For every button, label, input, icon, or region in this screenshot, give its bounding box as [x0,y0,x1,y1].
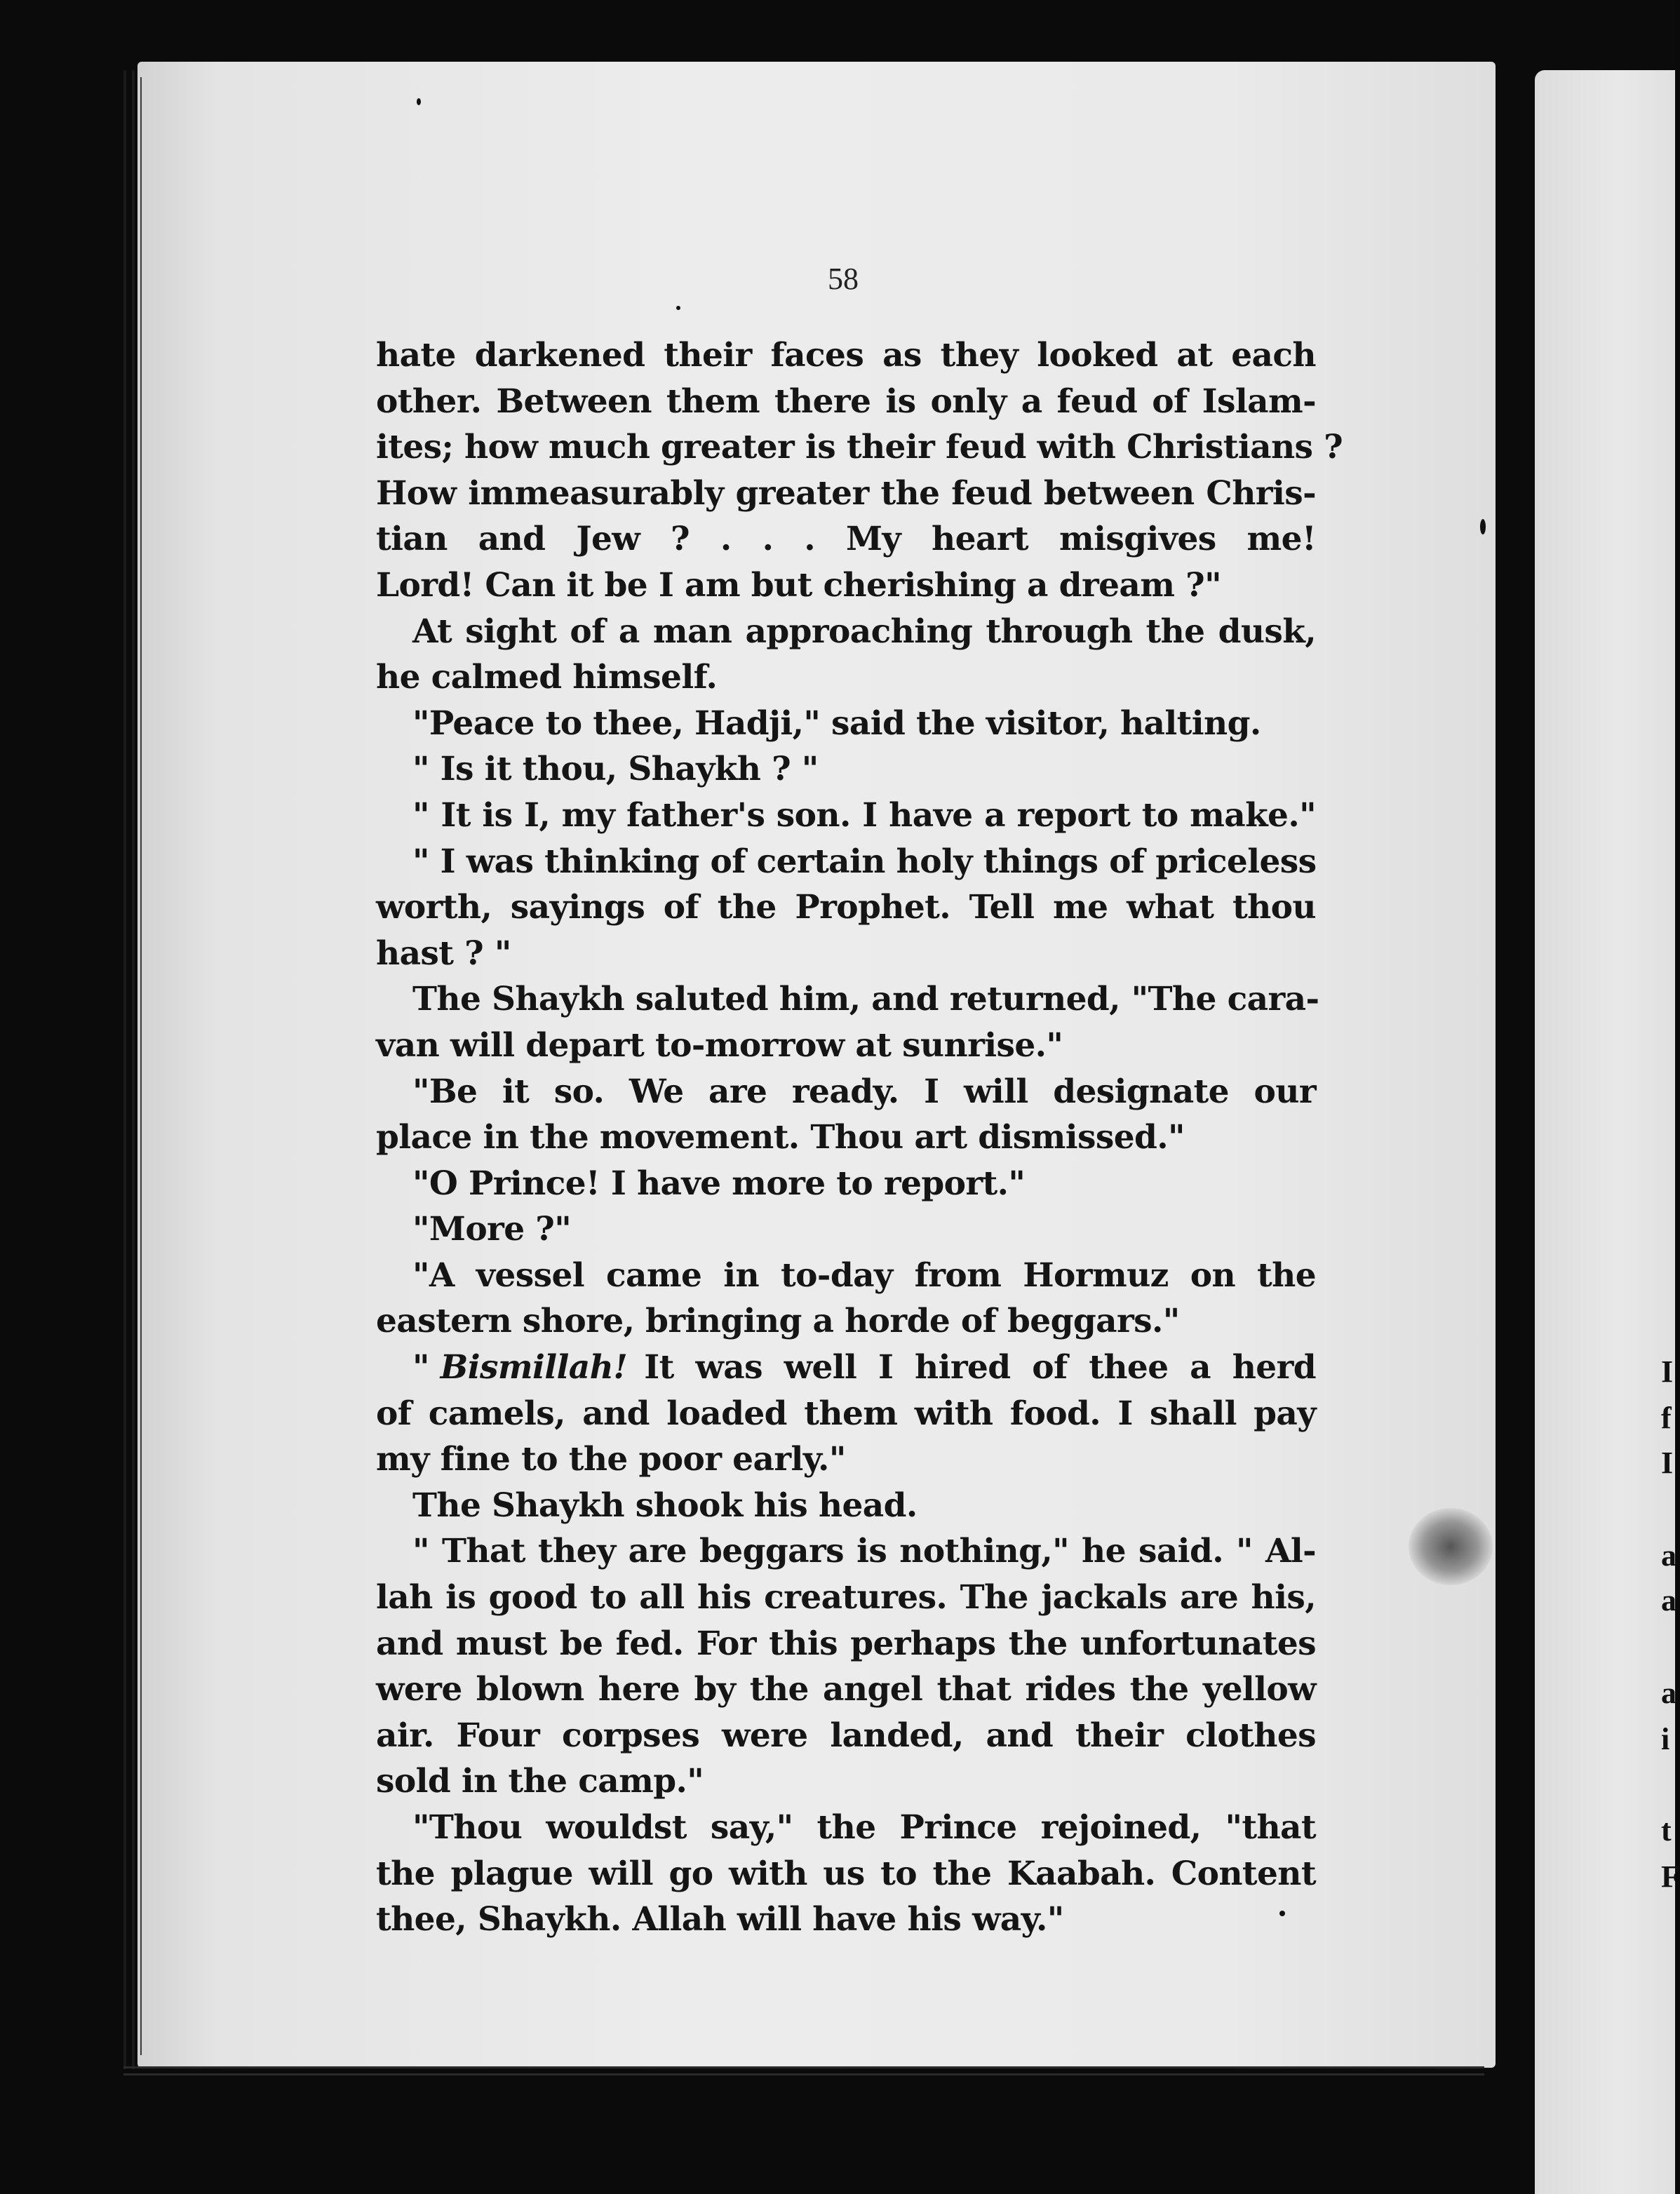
text-line: "O Prince! I have more to report." [412,1164,1026,1203]
text-line: sold in the camp." [376,1762,704,1801]
ink-speck [1480,519,1486,534]
text-line: place in the movement. Thou art dismissed." [376,1118,1185,1157]
text-line: " I was thinking of certain holy things of priceless [412,842,1317,881]
text-line: air. Four corpses were landed, and their clothes [376,1716,1316,1755]
text-line: " It is I, my father's son. I have a report to make." [412,795,1316,835]
adjacent-page-letter: I [1661,1354,1674,1389]
text-line: "Thou wouldst say," the Prince rejoined, "that [412,1808,1316,1847]
text-line: At sight of a man approaching through the dusk, [412,612,1316,651]
adjacent-page-letter: a [1661,1538,1676,1573]
text-line: of camels, and loaded them with food. I shall pay [376,1394,1316,1433]
text-line: he calmed himself. [376,658,718,697]
ink-smudge [1409,1508,1493,1585]
adjacent-page-letter: f [1661,1401,1672,1435]
text-line: "More ?" [412,1210,572,1249]
adjacent-page-letter: i [1661,1722,1670,1756]
adjacent-page-letter: t [1661,1813,1672,1848]
text-line: other. Between them there is only a feud of Islam- [376,382,1316,421]
ink-speck [676,306,680,310]
adjacent-page-letter: I [1661,1446,1674,1480]
text-line: tian and Jew ? . . . My heart misgives me! [376,520,1316,559]
italic-word: " Bismillah! [412,1348,628,1387]
text-line: worth, sayings of the Prophet. Tell me what thou [376,888,1316,927]
text-line: were blown here by the angel that rides the yellow [376,1670,1316,1709]
text-line: hate darkened their faces as they looked at each [376,336,1316,375]
text-line: and must be fed. For this perhaps the unfortunates [376,1624,1316,1663]
text-line: "Be it so. We are ready. I will designate our [412,1072,1316,1111]
text-line: eastern shore, bringing a horde of beggars." [376,1302,1180,1341]
text-line: "A vessel came in to-day from Hormuz on the [412,1256,1316,1295]
adjacent-page [1535,70,1680,2194]
text-line: Lord! Can it be I am but cherishing a dream ?" [376,565,1221,605]
page-edge-line [132,70,135,2069]
adjacent-page-letter: F [1661,1859,1680,1894]
adjacent-page-letter: a [1661,1676,1676,1710]
text-line: hast ? " [376,934,511,973]
text-line: " That they are beggars is nothing," he said. " Al- [412,1532,1316,1571]
text-line: The Shaykh shook his head. [412,1486,918,1525]
page-number: 58 [828,262,859,296]
text-line: How immeasurably greater the feud between Chris- [376,473,1316,513]
text-line: the plague will go with us to the Kaabah. Content [376,1854,1316,1893]
binding-gap [1496,42,1535,2194]
adjacent-page-letter: a [1661,1583,1676,1617]
text-line: ites; how much greater is their feud with Christians ? [376,428,1343,467]
page-bottom-edge [123,2066,1484,2068]
page-edge-line [123,70,126,2069]
text-line: "Peace to thee, Hadji," said the visitor, halting. [412,704,1261,743]
text-line: lah is good to all his creatures. The jackals are his, [376,1578,1316,1617]
body-text [376,332,1343,1943]
text-line: " Is it thou, Shaykh ? " [412,750,819,789]
text-line-with-italic [376,1345,1316,1391]
text-line: The Shaykh saluted him, and returned, "The cara- [412,980,1319,1019]
text-line: van will depart to-morrow at sunrise." [376,1025,1063,1065]
page-bottom-edge [123,2073,1484,2075]
text-line: my fine to the poor early." [376,1440,846,1479]
text-line: thee, Shaykh. Allah will have his way." [376,1900,1064,1939]
page-edge-line [140,77,142,2055]
ink-speck [417,98,421,105]
text-line-rest: It was well I hired of thee a herd [644,1348,1316,1387]
